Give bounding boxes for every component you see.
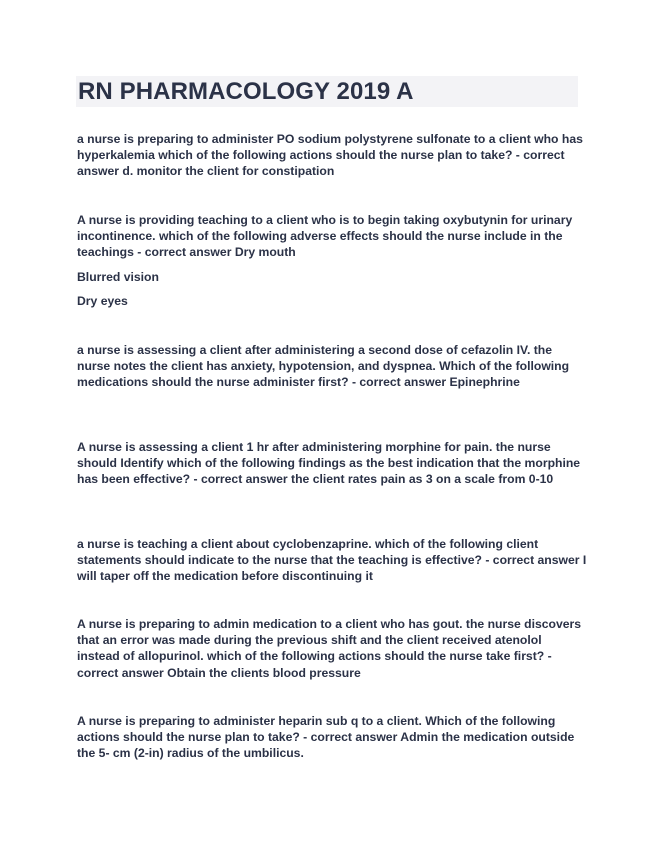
- question-5: a nurse is teaching a client about cyclobenzaprine. which of the following client statements should indicate to the nurse that the teaching is effective? - correct answer I will taper off the medication before discontinuing it: [77, 537, 587, 584]
- question-3: a nurse is assessing a client after administering a second dose of cefazolin IV. the nurse notes the client has anxiety, hypotension, and dyspnea. Which of the following medications should the nurse administer first? - correct answer Epinephrine: [77, 343, 570, 390]
- question-7: A nurse is preparing to administer heparin sub q to a client. Which of the following actions should the nurse plan to take? - correct answer Admin the medication outside the 5- cm (2-in) radius of the umbilicus.: [77, 714, 575, 761]
- answer-dry-eyes: Dry eyes: [77, 294, 128, 308]
- question-4: A nurse is assessing a client 1 hr after administering morphine for pain. the nurse should Identify which of the following findings as the best indication that the morphine has been effective? - correct answer the client rates pain as 3 on a scale from 0-10: [77, 440, 581, 487]
- question-6: A nurse is preparing to admin medication to a client who has gout. the nurse discovers that an error was made during the previous shift and the client received atenolol instead of allopurinol. which of the following actions should the nurse take first? - correct answer Obtain the clients blood pressure: [77, 617, 582, 680]
- question-2: A nurse is providing teaching to a client who is to begin taking oxybutynin for urinary incontinence. which of the following adverse effects should the nurse include in the teachings - correct answer Dry mouth: [77, 213, 573, 260]
- question-1: a nurse is preparing to administer PO sodium polystyrene sulfonate to a client who has hyperkalemia which of the following actions should the nurse plan to take? - correct answer d. monitor the client for constipation: [77, 132, 583, 179]
- answer-blurred-vision: Blurred vision: [77, 270, 159, 284]
- page-title: RN PHARMACOLOGY 2019 A: [78, 78, 414, 105]
